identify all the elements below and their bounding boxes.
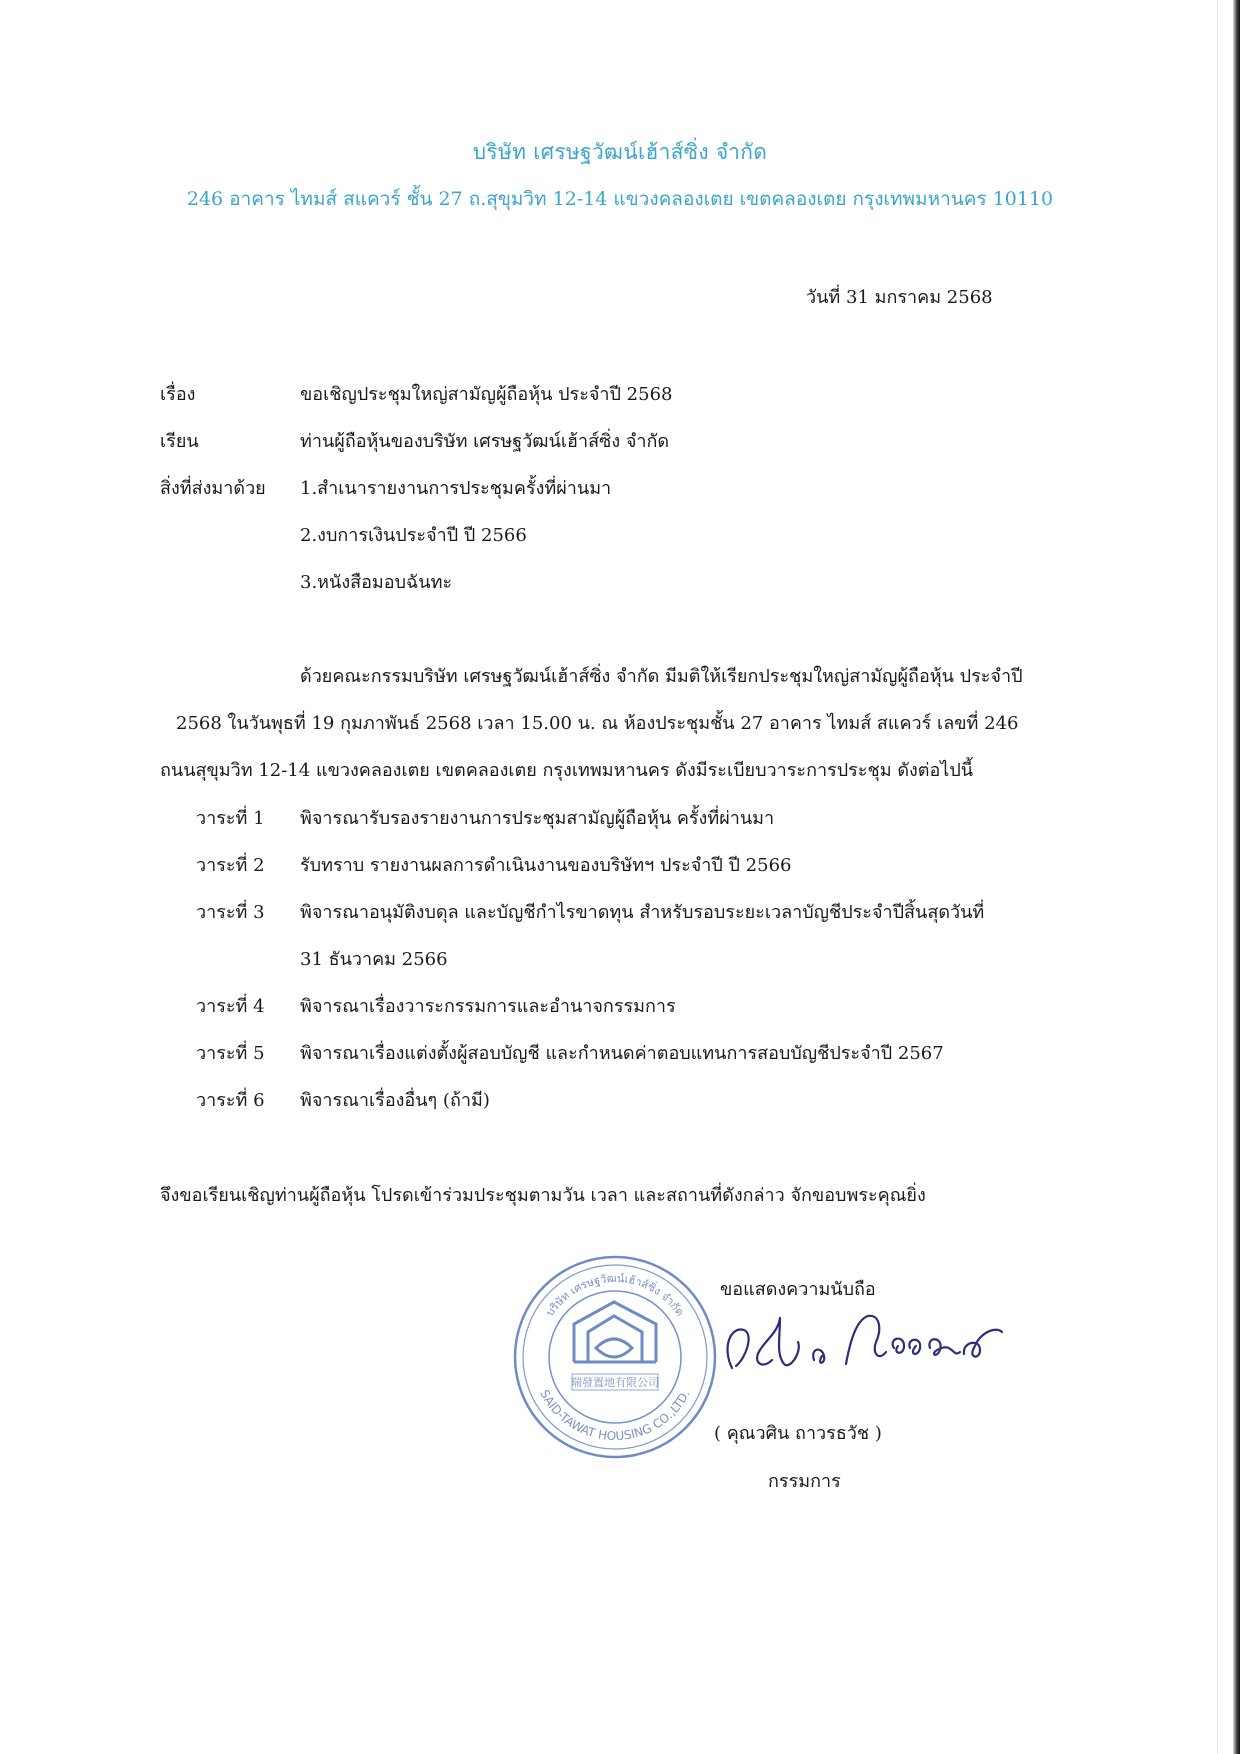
agenda-number: วาระที่ 4 — [196, 996, 265, 1017]
enclosure-item-3: 3.หนังสือมอบฉันทะ — [300, 572, 453, 593]
company-name: บริษัท เศรษฐวัฒน์เฮ้าส์ซิ่ง จำกัด — [472, 140, 768, 164]
company-address: 246 อาคาร ไทมส์ สแควร์ ชั้น 27 ถ.สุขุมวิท 12-14 แขวงคลองเตย เขตคลองเตย กรุงเทพมหานคร 10110 — [186, 188, 1054, 210]
signoff-respect: ขอแสดงความนับถือ — [720, 1279, 876, 1300]
enclosure-item-1: 1.สำเนารายงานการประชุมครั้งที่ผ่านมา — [300, 478, 612, 499]
agenda-text: พิจารณาเรื่องวาระกรรมการและอำนาจกรรมการ — [300, 996, 676, 1017]
enclosure-item-2: 2.งบการเงินประจำปี ปี 2566 — [300, 525, 527, 546]
scan-edge — [1233, 0, 1240, 1754]
body-line-3: ถนนสุขุมวิท 12-14 แขวงคลองเตย เขตคลองเตย กรุงเทพมหานคร ดังมีระเบียบวาระการประชุม ดังต่อไปนี้ — [160, 760, 974, 781]
enclosure-label: สิ่งที่ส่งมาด้วย — [160, 478, 266, 499]
agenda-number: วาระที่ 1 — [196, 808, 265, 829]
company-seal — [510, 1252, 720, 1462]
subject-value: ขอเชิญประชุมใหญ่สามัญผู้ถือหุ้น ประจำปี 2568 — [300, 384, 673, 405]
svg-text:瑞發置地有限公司: 瑞發置地有限公司 — [571, 1376, 659, 1389]
closing-sentence: จึงขอเรียนเชิญท่านผู้ถือหุ้น โปรดเข้าร่วมประชุมตามวัน เวลา และสถานที่ดังกล่าว จักขอบพระคุณยิ่ง — [160, 1185, 926, 1206]
svg-text:SAID-TAWAT HOUSING CO.,LTD.: SAID-TAWAT HOUSING CO.,LTD. — [537, 1387, 693, 1444]
recipient-label: เรียน — [160, 431, 199, 452]
agenda-number: วาระที่ 3 — [196, 902, 265, 923]
body-line-1: ด้วยคณะกรรมบริษัท เศรษฐวัฒน์เฮ้าส์ซิ่ง จำกัด มีมติให้เรียกประชุมใหญ่สามัญผู้ถือหุ้น ประจำปี — [300, 666, 1023, 687]
agenda-text-continued: 31 ธันวาคม 2566 — [300, 949, 448, 970]
letter-date: วันที่ 31 มกราคม 2568 — [806, 287, 993, 308]
agenda-text: พิจารณาเรื่องแต่งตั้งผู้สอบบัญชี และกำหนดค่าตอบแทนการสอบบัญชีประจำปี 2567 — [300, 1043, 944, 1064]
subject-label: เรื่อง — [160, 384, 196, 405]
agenda-number: วาระที่ 2 — [196, 855, 265, 876]
handwritten-signature — [718, 1308, 1008, 1398]
agenda-text: รับทราบ รายงานผลการดำเนินงานของบริษัทฯ ประจำปี ปี 2566 — [300, 855, 792, 876]
recipient-value: ท่านผู้ถือหุ้นของบริษัท เศรษฐวัฒน์เฮ้าส์ซิ่ง จำกัด — [300, 431, 670, 452]
signer-title: กรรมการ — [768, 1471, 841, 1492]
agenda-number: วาระที่ 6 — [196, 1090, 265, 1111]
signer-name: ( คุณวศิน ถาวรธวัช ) — [714, 1423, 882, 1444]
scan-edge-line — [1217, 0, 1218, 1754]
body-line-2: 2568 ในวันพุธที่ 19 กุมภาพันธ์ 2568 เวลา 15.00 น. ณ ห้องประชุมชั้น 27 อาคาร ไทมส์ สแควร์ เลขที่ 246 — [176, 713, 1019, 734]
agenda-text: พิจารณารับรองรายงานการประชุมสามัญผู้ถือหุ้น ครั้งที่ผ่านมา — [300, 808, 775, 829]
agenda-number: วาระที่ 5 — [196, 1043, 265, 1064]
agenda-text: พิจารณาอนุมัติงบดุล และบัญชีกำไรขาดทุน สำหรับรอบระยะเวลาบัญชีประจำปีสิ้นสุดวันที่ — [300, 902, 985, 923]
svg-text:บริษัท เศรษฐวัฒน์เฮ้าส์ซิ่ง จำ: บริษัท เศรษฐวัฒน์เฮ้าส์ซิ่ง จำกัด — [543, 1271, 687, 1319]
agenda-text: พิจารณาเรื่องอื่นๆ (ถ้ามี) — [300, 1090, 490, 1111]
